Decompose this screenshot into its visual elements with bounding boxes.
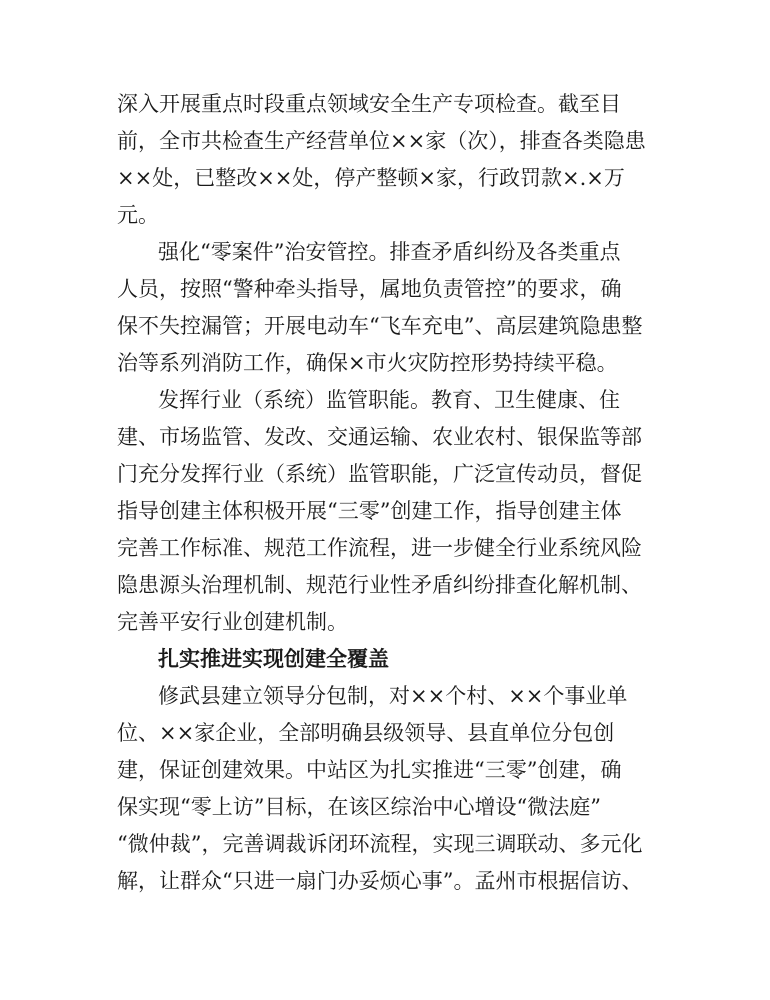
text-line: 前，全市共检查生产经营单位××家（次），排查各类隐患 bbox=[117, 129, 646, 153]
text-line: 完善工作标准、规范工作流程，进一步健全行业系统风险 bbox=[117, 536, 642, 560]
text-line: 深入开展重点时段重点领域安全生产专项检查。截至目 bbox=[117, 92, 621, 116]
text-line: 人员，按照“警种牵头指导，属地负责管控”的要求，确 bbox=[117, 277, 622, 301]
text-line: 指导创建主体积极开展“三零”创建工作，指导创建主体 bbox=[117, 499, 622, 523]
text-line: 建、市场监管、发改、交通运输、农业农村、银保监等部 bbox=[117, 425, 642, 449]
text-line: 保不失控漏管；开展电动车“飞车充电”、高层建筑隐患整 bbox=[117, 314, 643, 338]
text-line: 修武县建立领导分包制，对××个村、××个事业单 bbox=[158, 684, 628, 708]
section-heading: 扎实推进实现创建全覆盖 bbox=[158, 646, 389, 671]
text-line: 位、××家企业，全部明确县级领导、县直单位分包创 bbox=[117, 721, 615, 745]
text-line: 隐患源头治理机制、规范行业性矛盾纠纷排查化解机制、 bbox=[117, 573, 642, 597]
text-line: 元。 bbox=[117, 203, 159, 227]
text-line: 门充分发挥行业（系统）监管职能，广泛宣传动员，督促 bbox=[117, 462, 642, 486]
text-line: ××处，已整改××处，停产整顿×家，行政罚款×.×万 bbox=[117, 166, 625, 190]
text-line: 治等系列消防工作，确保×市火灾防控形势持续平稳。 bbox=[117, 351, 618, 375]
text-line: 完善平安行业创建机制。 bbox=[117, 610, 348, 634]
text-line: 发挥行业（系统）监管职能。教育、卫生健康、住 bbox=[158, 388, 620, 412]
text-line: 建，保证创建效果。中站区为扎实推进“三零”创建，确 bbox=[117, 758, 622, 782]
text-line: 解，让群众“只进一扇门办妥烦心事”。孟州市根据信访、 bbox=[117, 869, 643, 893]
text-line: 强化“零案件”治安管控。排查矛盾纠纷及各类重点 bbox=[158, 240, 621, 264]
text-line: “微仲裁”，完善调裁诉闭环流程，实现三调联动、多元化 bbox=[117, 832, 643, 856]
text-line: 保实现“零上访”目标，在该区综治中心增设“微法庭” bbox=[117, 795, 601, 819]
